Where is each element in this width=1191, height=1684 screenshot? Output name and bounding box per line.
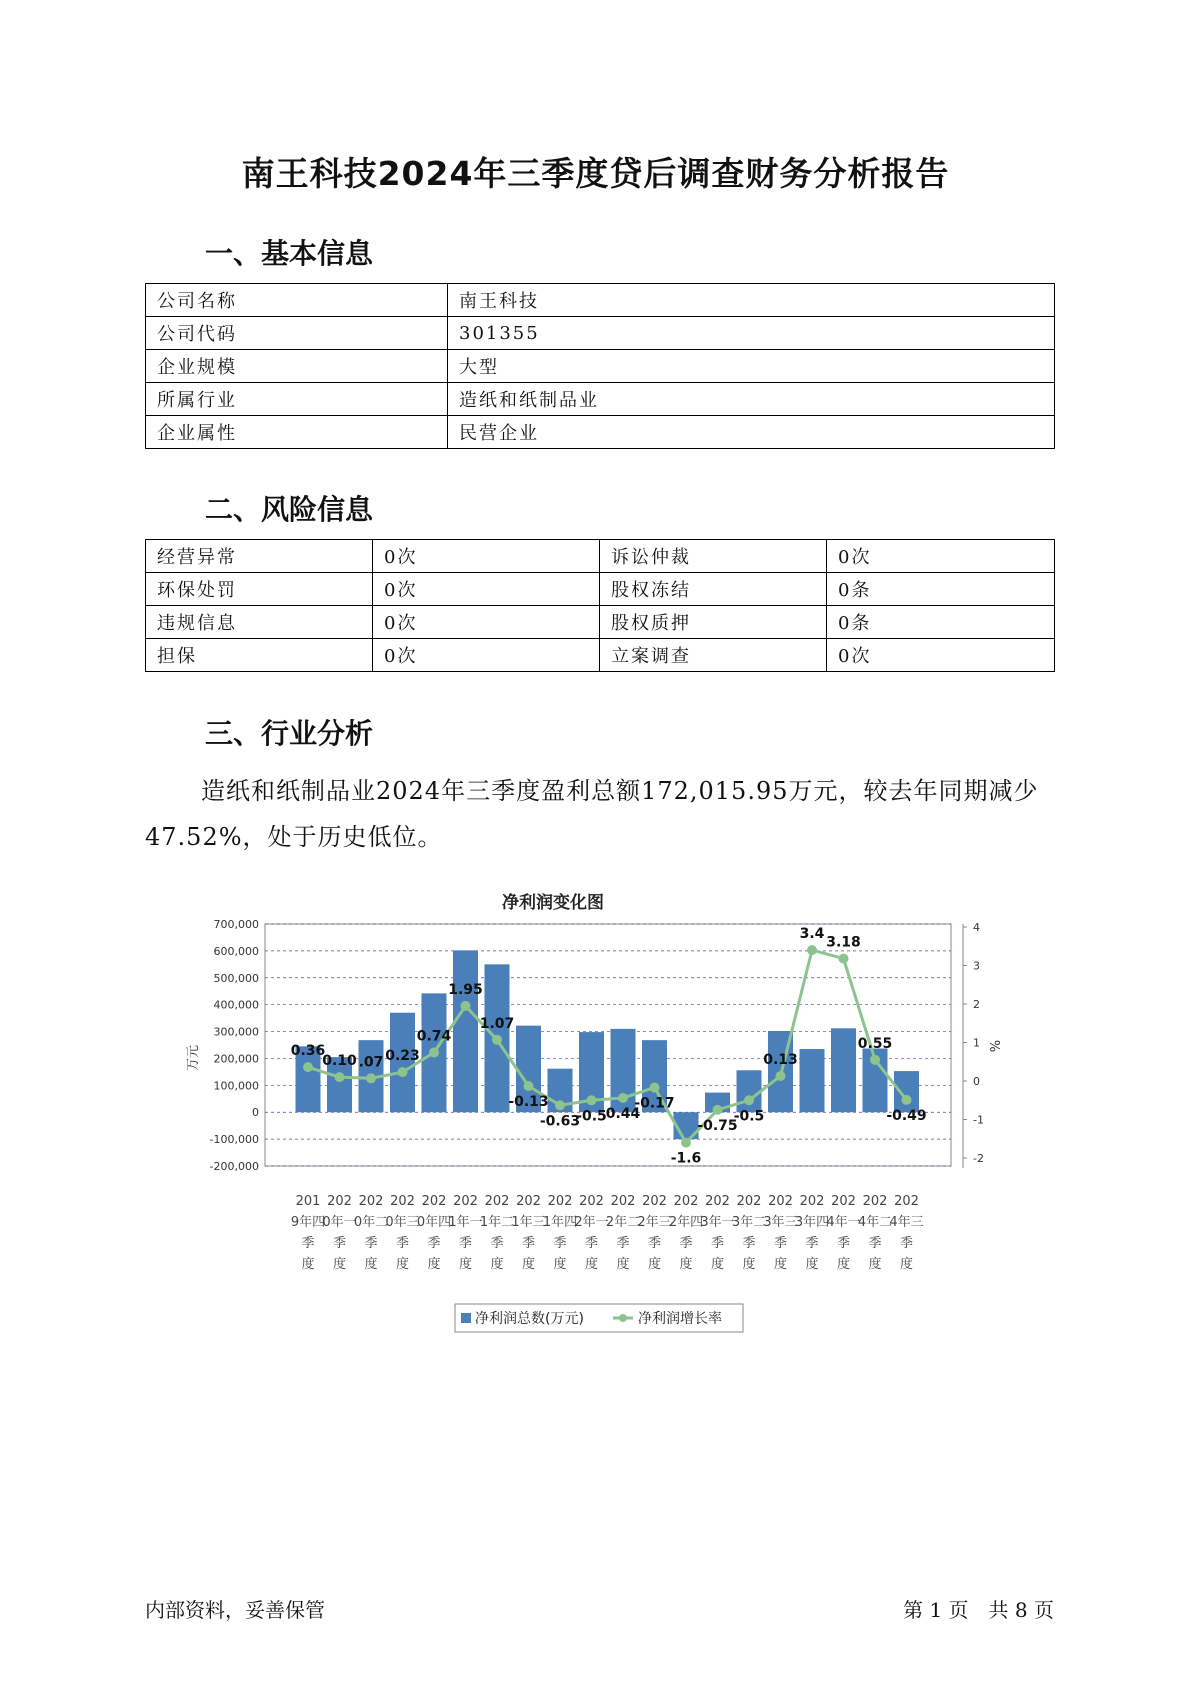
basic-info-row <box>146 416 1055 449</box>
y2-axis-title: % <box>986 1039 1001 1053</box>
point-label: -0.49 <box>886 1107 927 1124</box>
line-point <box>902 1095 912 1105</box>
y-tick-label: -200,000 <box>209 1160 259 1173</box>
risk-info-value: 0次 <box>373 639 600 672</box>
y2-tick-label: 1 <box>973 1036 980 1050</box>
line-point <box>555 1100 565 1110</box>
x-tick-label: 202 3年一季度 <box>700 1194 735 1272</box>
point-label: -0.5 <box>733 1108 765 1125</box>
basic-info-label: 企业规模 <box>146 350 448 383</box>
chart-title: 净利润变化图 <box>502 893 604 913</box>
basic-info-value: 民营企业 <box>448 416 1055 449</box>
footer-page-number: 第 1 页 共 8 页 <box>903 1598 1054 1622</box>
y2-tick-label: -2 <box>973 1152 984 1165</box>
point-label: 0.23 <box>385 1048 420 1065</box>
x-tick-label: 202 2年三季度 <box>637 1194 672 1272</box>
point-label: 3.18 <box>826 934 861 951</box>
risk-info-value: 0次 <box>827 639 1055 672</box>
bar <box>894 1071 919 1112</box>
y-tick-label: 600,000 <box>213 944 259 958</box>
basic-info-table <box>145 283 1055 449</box>
x-tick-label: 202 0年三季度 <box>385 1194 420 1272</box>
line-point <box>398 1067 408 1077</box>
y2-tick-label: 0 <box>973 1075 980 1088</box>
line-point <box>366 1073 376 1083</box>
y-tick-label: 100,000 <box>213 1079 259 1093</box>
line-point <box>492 1035 502 1045</box>
risk-info-label: 担保 <box>146 639 373 672</box>
y-tick-label: 700,000 <box>213 918 259 931</box>
basic-info-label: 公司代码 <box>146 317 448 350</box>
y2-tick-label: 4 <box>973 921 980 934</box>
basic-info-value: 南王科技 <box>448 284 1055 317</box>
point-label: 0.13 <box>763 1051 798 1068</box>
legend-label-line: 净利润增长率 <box>638 1311 722 1327</box>
line-point <box>650 1083 660 1093</box>
risk-info-label: 经营异常 <box>146 540 373 573</box>
basic-info-value: 301355 <box>448 317 1055 350</box>
line-point <box>713 1105 723 1115</box>
point-label: -0.17 <box>634 1095 675 1112</box>
line-point <box>429 1048 439 1058</box>
x-tick-label: 202 3年三季度 <box>763 1194 798 1272</box>
risk-info-value: 0条 <box>827 573 1055 606</box>
bar <box>453 950 478 1112</box>
x-tick-label: 202 1年四季度 <box>542 1194 578 1272</box>
basic-info-row <box>146 383 1055 416</box>
net-profit-chart <box>175 888 1005 1352</box>
basic-info-value: 造纸和纸制品业 <box>448 383 1055 416</box>
basic-info-value: 大型 <box>448 350 1055 383</box>
line-point <box>839 954 849 964</box>
x-tick-label: 202 0年二季度 <box>353 1194 389 1272</box>
line-point <box>587 1095 597 1105</box>
line-point <box>807 945 817 955</box>
bar <box>737 1070 762 1112</box>
x-tick-label: 202 2年二季度 <box>605 1194 641 1272</box>
risk-info-table <box>145 539 1055 672</box>
section-industry-title: 三、行业分析 <box>205 717 374 750</box>
y2-tick-label: -1 <box>973 1113 984 1127</box>
point-label: -0.13 <box>508 1094 549 1111</box>
basic-info-row <box>146 350 1055 383</box>
risk-info-label: 立案调查 <box>600 639 827 672</box>
point-label: -1.6 <box>670 1150 702 1167</box>
basic-info-label: 所属行业 <box>146 383 448 416</box>
point-label: 0.55 <box>857 1035 893 1052</box>
risk-info-row <box>146 606 1055 639</box>
y-tick-label: 0 <box>252 1106 259 1120</box>
point-label: 1.07 <box>479 1015 515 1032</box>
risk-info-label: 违规信息 <box>146 606 373 639</box>
line-point <box>303 1062 313 1072</box>
risk-info-label: 股权冻结 <box>600 573 827 606</box>
x-tick-label: 202 0年一季度 <box>322 1194 357 1272</box>
legend-swatch-bar <box>461 1313 471 1323</box>
x-tick-label: 202 1年一季度 <box>448 1194 483 1272</box>
y-tick-label: 400,000 <box>213 998 259 1012</box>
risk-info-value: 0次 <box>373 573 600 606</box>
legend-swatch-point <box>619 1314 627 1322</box>
point-label: -0.63 <box>539 1113 581 1130</box>
line-point <box>524 1081 534 1091</box>
x-tick-label: 201 9年四季度 <box>290 1194 326 1272</box>
point-label: .07 <box>358 1054 384 1071</box>
legend-label-bar: 净利润总数(万元) <box>475 1311 584 1327</box>
y-tick-label: 500,000 <box>213 971 259 985</box>
x-tick-label: 202 4年三季度 <box>889 1194 924 1272</box>
x-tick-label: 202 3年二季度 <box>731 1194 767 1272</box>
y-tick-label: -100,000 <box>209 1133 259 1147</box>
bar <box>800 1049 825 1112</box>
risk-info-row <box>146 639 1055 672</box>
y2-tick-label: 2 <box>973 998 980 1011</box>
risk-info-value: 0次 <box>373 606 600 639</box>
point-label: 1.95 <box>448 981 483 998</box>
x-tick-label: 202 4年二季度 <box>857 1194 893 1272</box>
risk-info-row <box>146 573 1055 606</box>
line-point <box>618 1093 628 1103</box>
bar <box>831 1028 856 1112</box>
y2-tick-label: 3 <box>973 959 980 973</box>
section-risk-info-title: 二、风险信息 <box>205 493 374 526</box>
x-tick-label: 202 1年二季度 <box>479 1194 515 1272</box>
basic-info-label: 企业属性 <box>146 416 448 449</box>
point-label: 0.36 <box>290 1043 326 1060</box>
point-label: 0.74 <box>416 1028 452 1045</box>
point-label: -0.75 <box>697 1117 738 1134</box>
point-label: 3.4 <box>799 926 825 943</box>
risk-info-label: 股权质押 <box>600 606 827 639</box>
x-tick-label: 202 0年四季度 <box>416 1194 452 1272</box>
x-tick-label: 202 3年四季度 <box>794 1194 830 1272</box>
risk-info-value: 0次 <box>827 540 1055 573</box>
line-point <box>870 1055 880 1065</box>
risk-info-value: 0次 <box>373 540 600 573</box>
risk-info-row <box>146 540 1055 573</box>
footer-confidential-note: 内部资料，妥善保管 <box>145 1598 325 1622</box>
line-point <box>335 1072 345 1082</box>
risk-info-value: 0条 <box>827 606 1055 639</box>
x-tick-label: 202 2年一季度 <box>574 1194 609 1272</box>
basic-info-label: 公司名称 <box>146 284 448 317</box>
x-tick-label: 202 4年一季度 <box>826 1194 861 1272</box>
line-point <box>776 1071 786 1081</box>
x-tick-label: 202 1年三季度 <box>511 1194 546 1272</box>
y-tick-label: 200,000 <box>213 1052 259 1066</box>
industry-analysis-text: 造纸和纸制品业2024年三季度盈利总额172,015.95万元，较去年同期减少47.52%，处于历史低位。 <box>145 777 1039 851</box>
risk-info-label: 诉讼仲裁 <box>600 540 827 573</box>
line-point <box>744 1095 754 1105</box>
y-tick-label: 300,000 <box>213 1025 259 1039</box>
report-title: 南王科技2024年三季度贷后调查财务分析报告 <box>241 154 950 193</box>
x-tick-label: 202 2年四季度 <box>668 1194 704 1272</box>
risk-info-label: 环保处罚 <box>146 573 373 606</box>
basic-info-row <box>146 317 1055 350</box>
point-label: -0.5 <box>576 1108 607 1125</box>
point-label: 0.44 <box>605 1105 641 1122</box>
y-axis-title: 万元 <box>186 1044 201 1072</box>
chart-canvas <box>175 888 1005 1348</box>
section-basic-info-title: 一、基本信息 <box>205 237 374 270</box>
basic-info-row <box>146 284 1055 317</box>
point-label: 0.10 <box>322 1053 357 1070</box>
line-point <box>461 1001 471 1011</box>
line-point <box>681 1138 691 1148</box>
